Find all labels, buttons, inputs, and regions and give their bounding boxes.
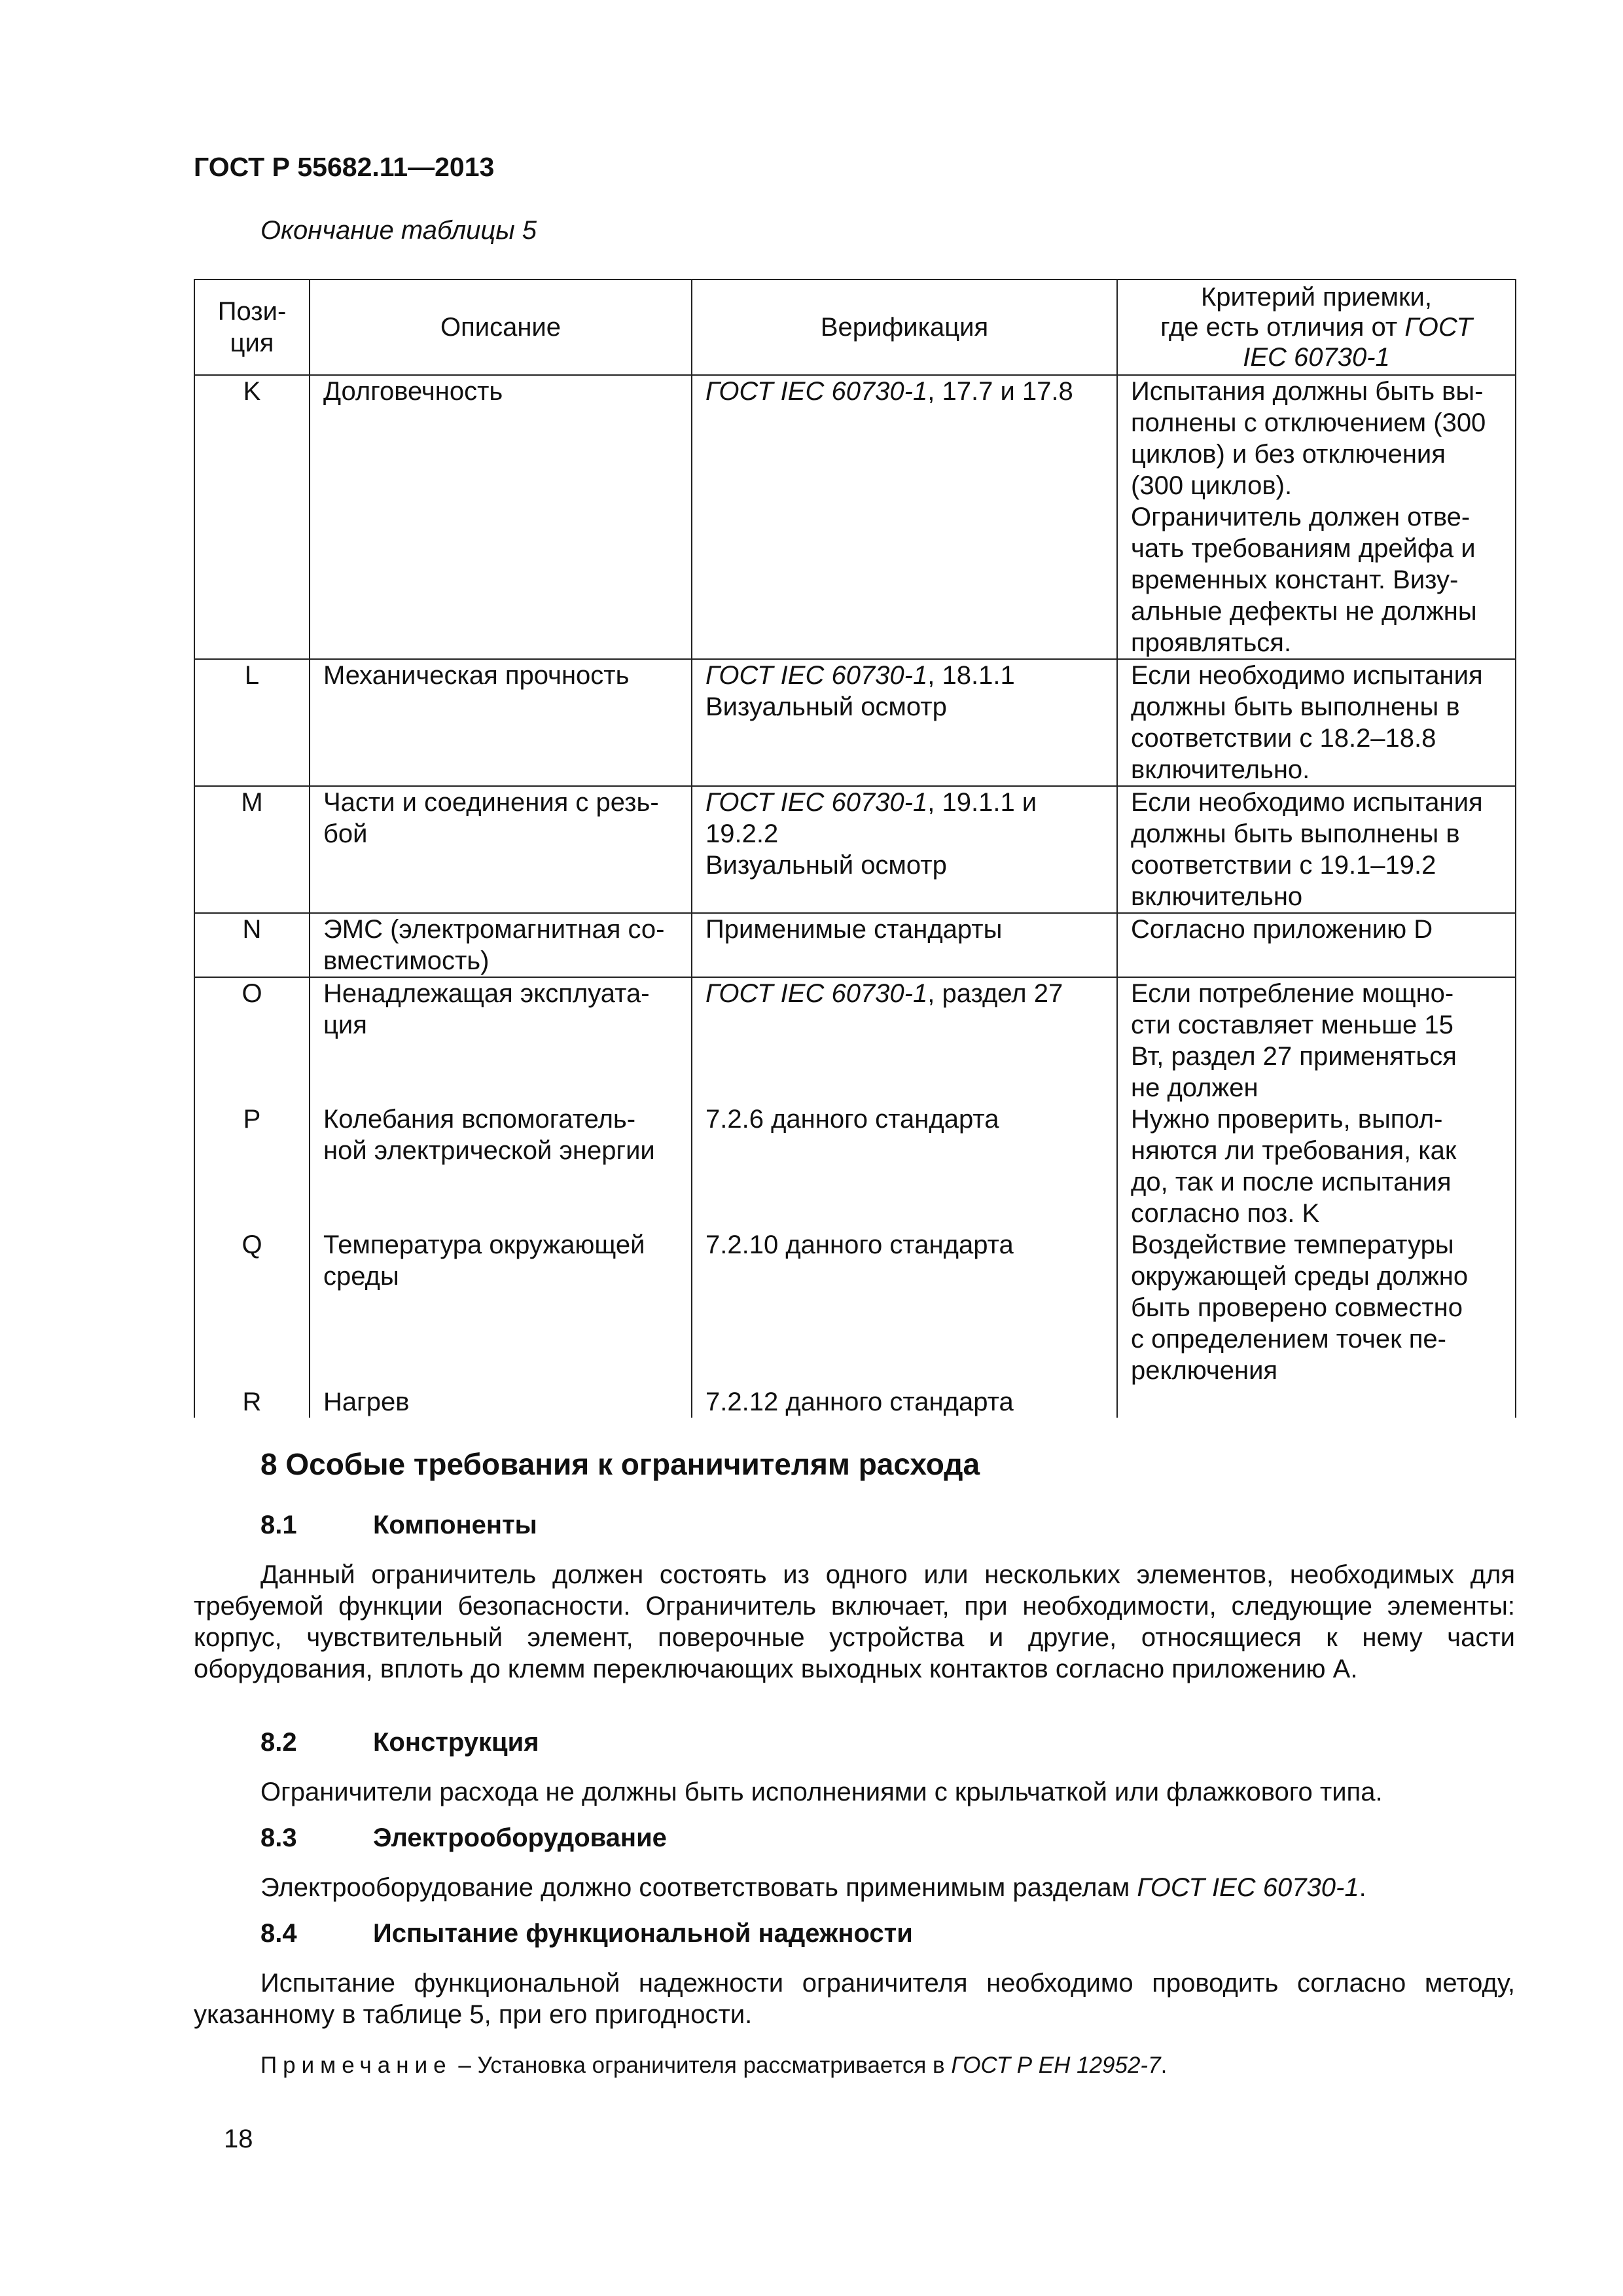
row-description: Механическая прочность [310,659,692,786]
row-criterion: Испытания должны быть вы- полнены с отключением (300 циклов) и без отключения (300 циклов). Ограничитель должен отве- чать требованиям дрейфа и временных констант. Визу- альные дефекты не должны проявляться. [1117,375,1516,659]
body-paragraph: Данный ограничитель должен состоять из одного или нескольких элементов, необходимых для требуемой функции безопасности. Ограничитель включает, при необходимости, следующие элементы: корпус, чувствительный элемент, поверочные устройства и другие, относящиеся к нему части оборудования, вплоть до клемм переключающих выходных контактов согласно приложению A. [194,1560,1515,1683]
table-row [194,977,1516,1103]
header-description: Описание [310,279,692,375]
body-paragraph: Испытание функциональной надежности ограничителя необходимо проводить согласно методу, указанному в таблице 5, при его пригодности. [194,1969,1515,2029]
row-verification: 7.2.6 данного стандарта [692,1103,1117,1229]
document-code: ГОСТ Р 55682.11—2013 [194,152,495,182]
table-row [194,913,1516,977]
row-verification: Применимые стандарты [692,913,1117,977]
subsection-heading: 8.1 Компоненты [260,1511,537,1539]
body-paragraph: Электрооборудование должно соответствовать применимым разделам ГОСТ IEC 60730-1. [260,1873,1366,1902]
subsection-heading: 8.2 Конструкция [260,1728,539,1757]
row-criterion: Если потребление мощно- сти составляет меньше 15 Вт, раздел 27 применяться не должен [1117,977,1516,1103]
table-caption: Окончание таблицы 5 [260,216,537,245]
section-title: 8 Особые требования к ограничителям расхода [260,1447,980,1481]
row-criterion: Согласно приложению D [1117,913,1516,977]
row-criterion: Воздействие температуры окружающей среды должно быть проверено совместно с определением точек пе- реключения [1117,1229,1516,1386]
subsection-heading: 8.3 Электрооборудование [260,1823,667,1852]
note: Примечание – Установка ограничителя рассматривается в ГОСТ Р ЕН 12952-7. [260,2053,1168,2078]
row-description: Колебания вспомогатель- ной электрической энергии [310,1103,692,1229]
row-description: Ненадлежащая эксплуата- ция [310,977,692,1103]
row-position: O [194,977,310,1103]
table-row [194,1103,1516,1229]
table-row [194,786,1516,913]
row-verification: ГОСТ IEC 60730-1, раздел 27 [692,977,1117,1103]
row-criterion [1117,1386,1516,1418]
row-verification: 7.2.12 данного стандарта [692,1386,1117,1418]
row-position: L [194,659,310,786]
row-description: Долговечность [310,375,692,659]
row-verification: ГОСТ IEC 60730-1, 17.7 и 17.8 [692,375,1117,659]
subsection-heading: 8.4 Испытание функциональной надежности [260,1919,913,1948]
row-position: P [194,1103,310,1229]
row-description: Температура окружающей среды [310,1229,692,1386]
row-criterion: Если необходимо испытания должны быть выполнены в соответствии с 18.2–18.8 включительно. [1117,659,1516,786]
acceptance-table [194,279,1516,1418]
row-position: M [194,786,310,913]
row-position: R [194,1386,310,1418]
row-position: Q [194,1229,310,1386]
table-row [194,1386,1516,1418]
row-description: ЭМС (электромагнитная со- вместимость) [310,913,692,977]
table-row [194,1229,1516,1386]
header-verification: Верификация [692,279,1117,375]
row-position: K [194,375,310,659]
header-criterion: Критерий приемки, где есть отличия от ГОСТ IEC 60730-1 [1117,279,1516,375]
header-position: Пози- ция [194,279,310,375]
table-row [194,659,1516,786]
table-header-row [194,279,1516,375]
body-paragraph: Ограничители расхода не должны быть исполнениями с крыльчаткой или флажкового типа. [260,1778,1383,1806]
row-verification: 7.2.10 данного стандарта [692,1229,1117,1386]
table-row [194,375,1516,659]
row-verification: ГОСТ IEC 60730-1, 18.1.1 Визуальный осмотр [692,659,1117,786]
row-criterion: Нужно проверить, выпол- няются ли требования, как до, так и после испытания согласно поз. K [1117,1103,1516,1229]
row-criterion: Если необходимо испытания должны быть выполнены в соответствии с 19.1–19.2 включительно [1117,786,1516,913]
row-verification: ГОСТ IEC 60730-1, 19.1.1 и 19.2.2 Визуальный осмотр [692,786,1117,913]
row-position: N [194,913,310,977]
row-description: Нагрев [310,1386,692,1418]
page-number: 18 [224,2125,253,2153]
row-description: Части и соединения с резь- бой [310,786,692,913]
